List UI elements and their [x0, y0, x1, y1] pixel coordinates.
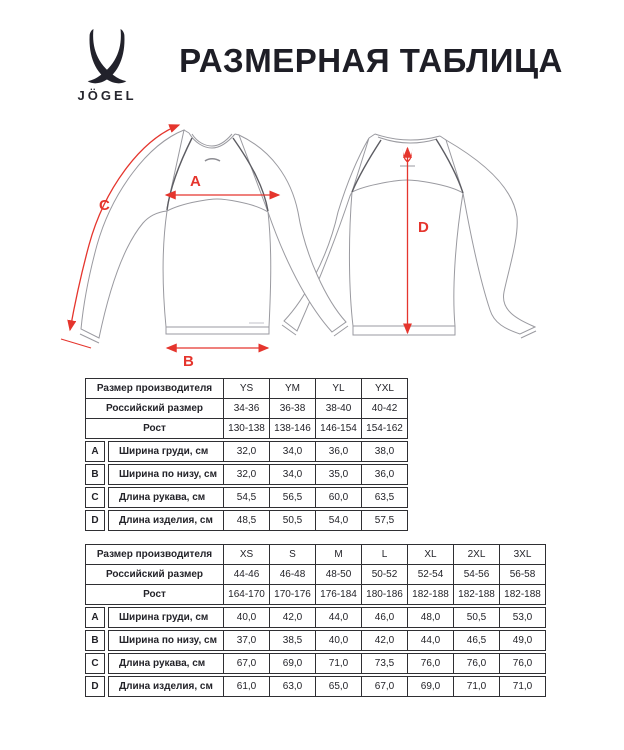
size-table-adult [85, 544, 546, 697]
measure-value-cell: 67,0 [361, 677, 407, 696]
measure-letter-cell: B [85, 464, 105, 485]
size-table-youth [85, 378, 408, 531]
table-header-row [86, 545, 545, 564]
size-value-cell: L [361, 545, 407, 564]
measure-value-cell: 46,0 [361, 608, 407, 627]
table-measure-row [85, 464, 408, 485]
page-header [0, 0, 624, 120]
table-measure-row [85, 441, 408, 462]
measure-letter-cell: D [85, 676, 105, 697]
measure-value-cell: 32,0 [223, 465, 269, 484]
table-header-block [85, 544, 546, 605]
size-value-cell: 146-154 [315, 419, 361, 438]
measure-value-cell: 54,0 [315, 511, 361, 530]
size-value-cell: 36-38 [269, 399, 315, 418]
table-header-row [86, 379, 407, 398]
measure-value-cell: 34,0 [269, 442, 315, 461]
measure-label-b: B [183, 353, 194, 370]
measure-letter-cell: C [85, 653, 105, 674]
measure-value-cell: 60,0 [315, 488, 361, 507]
garment-measurement-diagram [0, 120, 624, 370]
size-value-cell: 34-36 [223, 399, 269, 418]
table-header-row [86, 584, 545, 604]
size-value-cell: YS [223, 379, 269, 398]
measure-row-label: Длина изделия, см [119, 681, 213, 692]
size-value-cell: 50-52 [361, 565, 407, 584]
measure-value-cell: 76,0 [499, 654, 545, 673]
measure-value-cell: 32,0 [223, 442, 269, 461]
measure-value-cell: 61,0 [223, 677, 269, 696]
size-value-cell: XL [407, 545, 453, 564]
measure-row-box [108, 441, 408, 462]
brand-wordmark: JÖGEL [77, 88, 137, 103]
measure-letter-cell: A [85, 607, 105, 628]
measure-value-cell: 73,5 [361, 654, 407, 673]
table-measure-row [85, 510, 408, 531]
measure-value-cell: 50,5 [269, 511, 315, 530]
size-value-cell: 2XL [453, 545, 499, 564]
measure-value-cell: 44,0 [407, 631, 453, 650]
size-value-cell: 164-170 [223, 585, 269, 604]
measure-value-cell: 63,5 [361, 488, 407, 507]
size-value-cell: 180-186 [361, 585, 407, 604]
table-header-row [86, 398, 407, 418]
measure-value-cell: 63,0 [269, 677, 315, 696]
measure-value-cell: 42,0 [269, 608, 315, 627]
measure-letter-cell: B [85, 630, 105, 651]
measure-arrow-b [167, 348, 268, 370]
size-value-cell: 176-184 [315, 585, 361, 604]
measure-value-cell: 38,5 [269, 631, 315, 650]
size-value-cell: YXL [361, 379, 407, 398]
header-row-label: Рост [143, 423, 166, 434]
measure-value-cell: 49,0 [499, 631, 545, 650]
measure-value-cell: 50,5 [453, 608, 499, 627]
table-measure-row [85, 676, 546, 697]
size-value-cell: 182-188 [407, 585, 453, 604]
measure-row-label: Длина рукава, см [119, 492, 206, 503]
size-value-cell: 40-42 [361, 399, 407, 418]
measure-value-cell: 48,0 [407, 608, 453, 627]
measure-value-cell: 56,5 [269, 488, 315, 507]
measure-value-cell: 37,0 [223, 631, 269, 650]
measure-value-cell: 40,0 [223, 608, 269, 627]
measure-label-d: D [418, 219, 429, 236]
table-measure-row [85, 653, 546, 674]
size-value-cell: 48-50 [315, 565, 361, 584]
measure-value-cell: 71,0 [499, 677, 545, 696]
header-row-label: Российский размер [105, 569, 204, 580]
measure-letter-cell: C [85, 487, 105, 508]
size-value-cell: 3XL [499, 545, 545, 564]
measure-row-box [108, 653, 546, 674]
header-row-label: Российский размер [105, 403, 204, 414]
measure-value-cell: 35,0 [315, 465, 361, 484]
table-measure-row [85, 630, 546, 651]
measure-label-a: A [190, 173, 201, 190]
size-value-cell: 46-48 [269, 565, 315, 584]
measure-value-cell: 53,0 [499, 608, 545, 627]
measure-value-cell: 65,0 [315, 677, 361, 696]
measure-row-label: Ширина по низу, см [119, 635, 217, 646]
size-tables [0, 378, 624, 697]
measure-value-cell: 69,0 [269, 654, 315, 673]
measure-row-label: Ширина по низу, см [119, 469, 217, 480]
measure-value-cell: 38,0 [361, 442, 407, 461]
measure-value-cell: 76,0 [453, 654, 499, 673]
measure-value-cell: 36,0 [315, 442, 361, 461]
size-value-cell: 154-162 [361, 419, 407, 438]
measure-value-cell: 69,0 [407, 677, 453, 696]
measure-letter-cell: A [85, 441, 105, 462]
measure-row-label: Длина рукава, см [119, 658, 206, 669]
measure-row-label: Ширина груди, см [119, 612, 209, 623]
measure-value-cell: 48,5 [223, 511, 269, 530]
size-value-cell: 170-176 [269, 585, 315, 604]
size-value-cell: 182-188 [453, 585, 499, 604]
brand-logo-icon [77, 28, 137, 86]
measure-letter-cell: D [85, 510, 105, 531]
size-value-cell: XS [223, 545, 269, 564]
size-value-cell: 138-146 [269, 419, 315, 438]
measure-value-cell: 71,0 [315, 654, 361, 673]
size-value-cell: 182-188 [499, 585, 545, 604]
measure-value-cell: 40,0 [315, 631, 361, 650]
header-row-label: Размер производителя [96, 549, 213, 560]
header-row-label: Размер производителя [96, 383, 213, 394]
measure-value-cell: 57,5 [361, 511, 407, 530]
measure-row-box [108, 676, 546, 697]
measure-row-box [108, 464, 408, 485]
measure-value-cell: 36,0 [361, 465, 407, 484]
shirt-front-view [80, 130, 348, 343]
table-header-row [86, 418, 407, 438]
size-value-cell: 56-58 [499, 565, 545, 584]
table-header-block [85, 378, 408, 439]
table-measure-row [85, 607, 546, 628]
size-value-cell: 52-54 [407, 565, 453, 584]
measure-row-label: Длина изделия, см [119, 515, 213, 526]
measure-row-box [108, 607, 546, 628]
size-value-cell: 38-40 [315, 399, 361, 418]
measure-value-cell: 67,0 [223, 654, 269, 673]
size-value-cell: 44-46 [223, 565, 269, 584]
table-measure-row [85, 487, 408, 508]
size-value-cell: S [269, 545, 315, 564]
chest-logo [205, 159, 220, 161]
brand-logo [61, 28, 153, 103]
measure-row-box [108, 487, 408, 508]
page-title: РАЗМЕРНАЯ ТАБЛИЦА [179, 42, 563, 79]
size-value-cell: 54-56 [453, 565, 499, 584]
size-value-cell: 130-138 [223, 419, 269, 438]
measure-value-cell: 44,0 [315, 608, 361, 627]
measure-value-cell: 34,0 [269, 465, 315, 484]
header-row-label: Рост [143, 589, 166, 600]
measure-row-box [108, 510, 408, 531]
table-header-row [86, 564, 545, 584]
measure-row-box [108, 630, 546, 651]
measure-value-cell: 71,0 [453, 677, 499, 696]
measure-value-cell: 76,0 [407, 654, 453, 673]
measure-row-label: Ширина груди, см [119, 446, 209, 457]
measure-value-cell: 54,5 [223, 488, 269, 507]
size-value-cell: M [315, 545, 361, 564]
size-value-cell: YL [315, 379, 361, 398]
measure-value-cell: 46,5 [453, 631, 499, 650]
size-value-cell: YM [269, 379, 315, 398]
measure-value-cell: 42,0 [361, 631, 407, 650]
measure-label-c: C [99, 197, 110, 214]
